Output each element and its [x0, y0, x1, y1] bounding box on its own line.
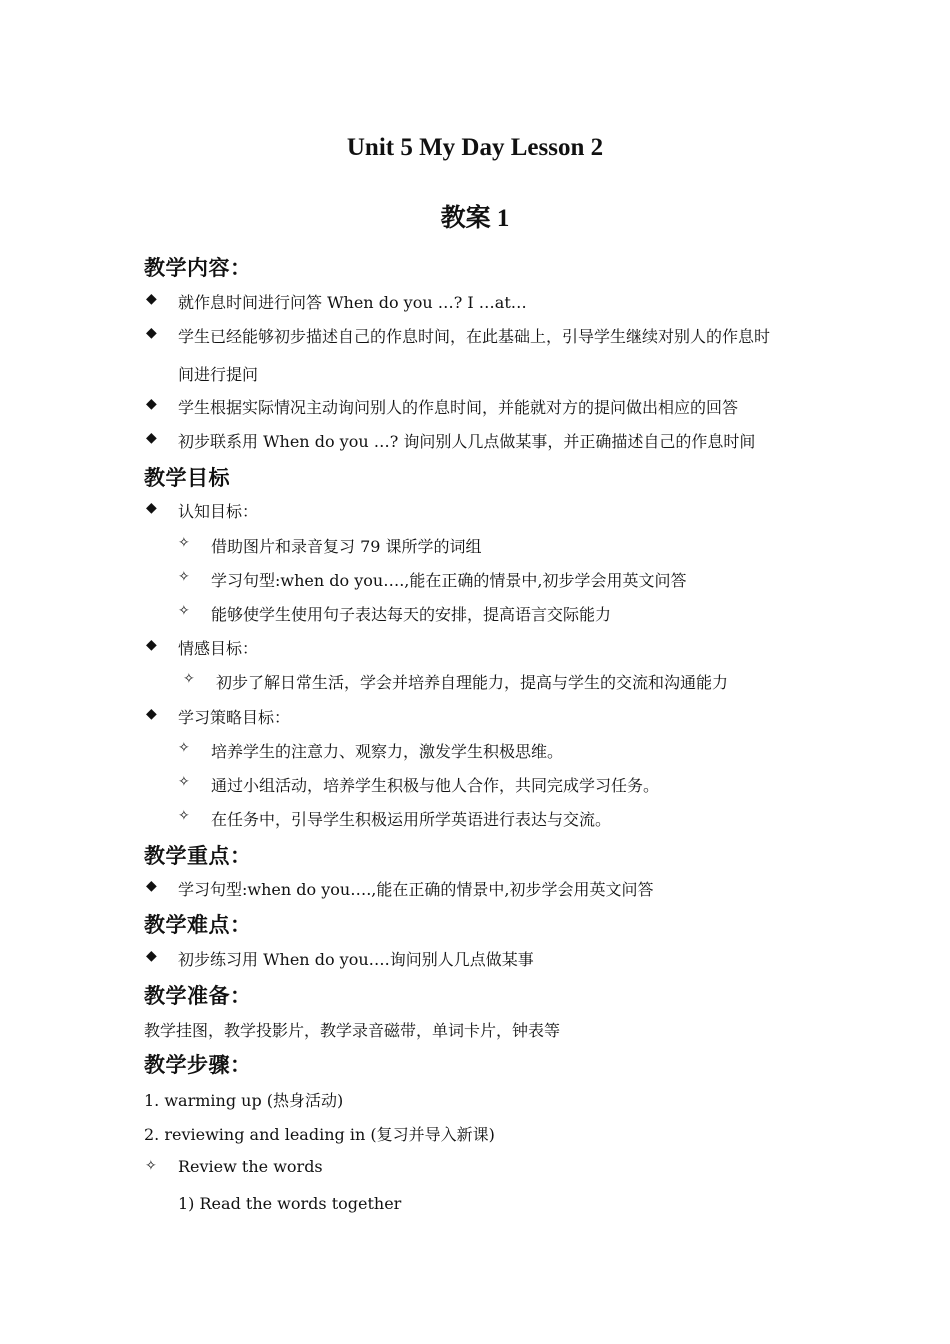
step-sub-sub-item: 1) Read the words together	[178, 1194, 402, 1213]
solid-diamond-bullet-icon: ◆	[146, 706, 157, 722]
hollow-star-bullet-icon: ✧	[178, 603, 190, 619]
content-item: 学生根据实际情况主动询问别人的作息时间，并能就对方的提问做出相应的回答	[178, 398, 739, 417]
content-heading: 教学内容：	[144, 256, 252, 280]
hollow-star-bullet-icon: ✧	[178, 808, 190, 824]
goals-heading: 教学目标	[144, 466, 230, 490]
step-item: 1. warming up (热身活动)	[144, 1091, 344, 1110]
preparation-heading: 教学准备：	[144, 984, 252, 1008]
steps-heading: 教学步骤：	[144, 1053, 252, 1077]
document-title: Unit 5 My Day Lesson 2	[346, 134, 604, 161]
cognitive-goal-item: 学习句型:when do you….,能在正确的情景中,初步学会用英文问答	[211, 571, 687, 590]
content-item-continued: 间进行提问	[178, 365, 259, 384]
hollow-star-bullet-icon: ✧	[178, 535, 190, 551]
strategy-goal-item: 通过小组活动，培养学生积极与他人合作，共同完成学习任务。	[211, 776, 660, 795]
strategy-goal-label: 学习策略目标：	[178, 708, 291, 727]
solid-diamond-bullet-icon: ◆	[146, 500, 157, 516]
solid-diamond-bullet-icon: ◆	[146, 637, 157, 653]
step-sub-item: Review the words	[178, 1157, 323, 1176]
difficulty-item: 初步练习用 When do you….询问别人几点做某事	[178, 950, 534, 969]
hollow-star-bullet-icon: ✧	[178, 774, 190, 790]
key-points-heading: 教学重点：	[144, 844, 252, 868]
hollow-star-bullet-icon: ✧	[183, 671, 195, 687]
solid-diamond-bullet-icon: ◆	[146, 878, 157, 894]
emotional-goal-label: 情感目标：	[178, 639, 259, 658]
solid-diamond-bullet-icon: ◆	[146, 430, 157, 446]
solid-diamond-bullet-icon: ◆	[146, 396, 157, 412]
content-item: 学生已经能够初步描述自己的作息时间，在此基础上，引导学生继续对别人的作息时	[178, 327, 771, 346]
strategy-goal-item: 在任务中，引导学生积极运用所学英语进行表达与交流。	[211, 810, 612, 829]
solid-diamond-bullet-icon: ◆	[146, 948, 157, 964]
solid-diamond-bullet-icon: ◆	[146, 325, 157, 341]
cognitive-goal-label: 认知目标：	[178, 502, 259, 521]
emotional-goal-item: 初步了解日常生活，学会并培养自理能力，提高与学生的交流和沟通能力	[216, 673, 729, 692]
difficulties-heading: 教学难点：	[144, 913, 252, 937]
step-item: 2. reviewing and leading in (复习并导入新课)	[144, 1125, 495, 1144]
hollow-star-bullet-icon: ✧	[145, 1158, 157, 1174]
content-item: 就作息时间进行问答 When do you …? I …at…	[178, 293, 527, 312]
content-item: 初步联系用 When do you …? 询问别人几点做某事，并正确描述自己的作息时间	[178, 432, 756, 451]
solid-diamond-bullet-icon: ◆	[146, 291, 157, 307]
key-point-item: 学习句型:when do you….,能在正确的情景中,初步学会用英文问答	[178, 880, 654, 899]
cognitive-goal-item: 能够使学生使用句子表达每天的安排，提高语言交际能力	[211, 605, 612, 624]
document-subtitle: 教案 1	[440, 205, 510, 232]
hollow-star-bullet-icon: ✧	[178, 569, 190, 585]
hollow-star-bullet-icon: ✧	[178, 740, 190, 756]
strategy-goal-item: 培养学生的注意力、观察力，激发学生积极思维。	[211, 742, 564, 761]
cognitive-goal-item: 借助图片和录音复习 79 课所学的词组	[211, 537, 482, 556]
preparation-text: 教学挂图，教学投影片，教学录音磁带，单词卡片，钟表等	[144, 1021, 561, 1040]
